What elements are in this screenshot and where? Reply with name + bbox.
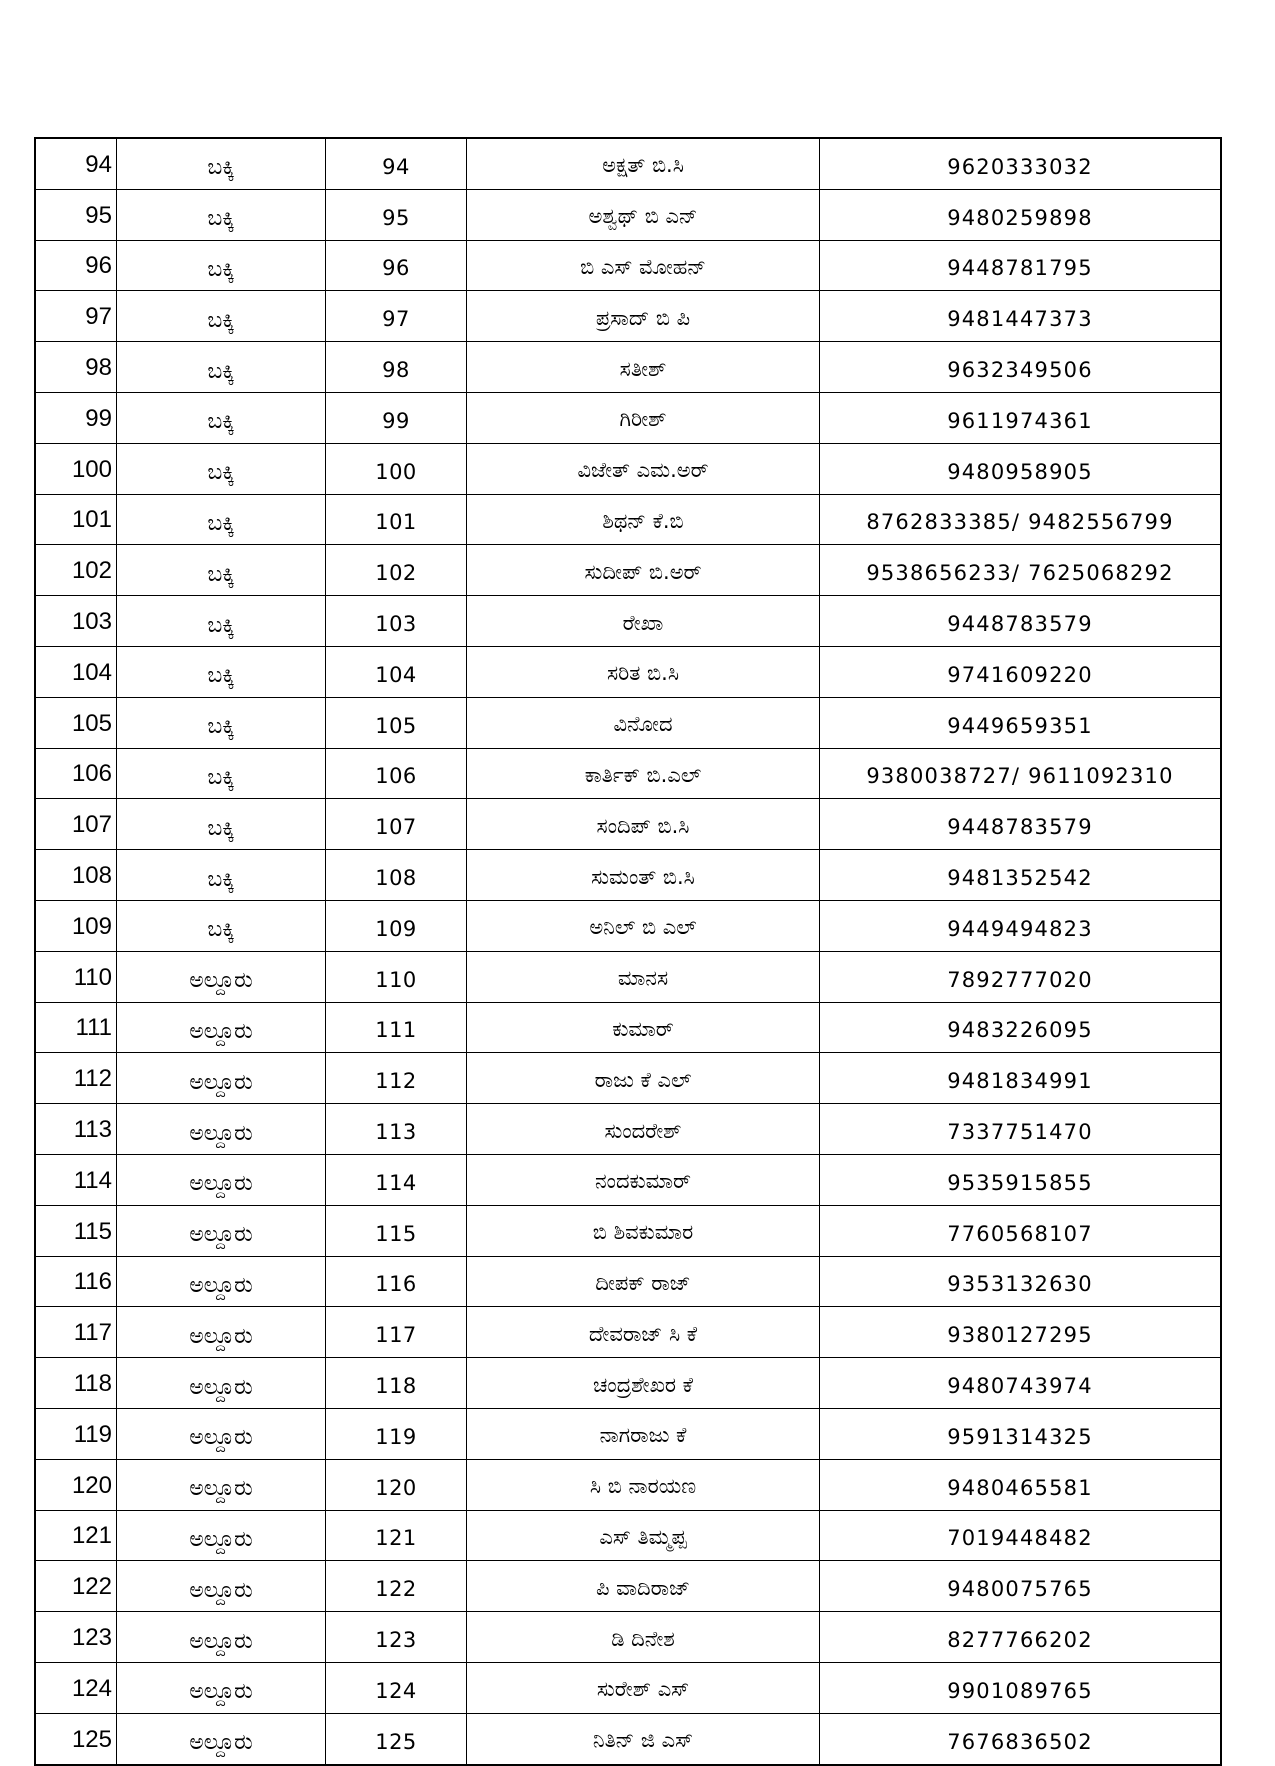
serial-number-cell: 108 (35, 850, 117, 901)
serial-number-cell: 104 (35, 646, 117, 697)
member-name-cell: ಸರಿತ ಬಿ.ಸಿ (467, 646, 820, 697)
village-cell: ಅಲ್ದೂರು (117, 1154, 326, 1205)
serial-number-cell: 119 (35, 1408, 117, 1459)
member-number-cell: 118 (326, 1358, 467, 1409)
member-name-cell: ಅಶ್ವಥ್ ಬಿ ಎನ್ (467, 189, 820, 240)
member-number-cell: 95 (326, 189, 467, 240)
table-row (35, 799, 1221, 850)
serial-number-cell: 111 (35, 1002, 117, 1053)
table-row (35, 1002, 1221, 1053)
table-row (35, 900, 1221, 951)
table-row (35, 291, 1221, 342)
village-cell: ಬಕ್ಕಿ (117, 138, 326, 189)
serial-number-cell: 125 (35, 1713, 117, 1764)
member-number-cell: 120 (326, 1459, 467, 1510)
phone-number-cell: 9591314325 (820, 1408, 1222, 1459)
table-row (35, 494, 1221, 545)
phone-number-cell: 9480075765 (820, 1561, 1222, 1612)
table-row (35, 1154, 1221, 1205)
serial-number-cell: 113 (35, 1104, 117, 1155)
member-name-cell: ರೇಖಾ (467, 596, 820, 647)
serial-number-cell: 101 (35, 494, 117, 545)
village-cell: ಅಲ್ದೂರು (117, 1459, 326, 1510)
member-number-cell: 123 (326, 1612, 467, 1663)
member-name-cell: ಮಾನಸ (467, 951, 820, 1002)
village-cell: ಬಕ್ಕಿ (117, 697, 326, 748)
phone-number-cell: 7760568107 (820, 1205, 1222, 1256)
serial-number-cell: 102 (35, 545, 117, 596)
member-name-cell: ಸುಂದರೇಶ್ (467, 1104, 820, 1155)
serial-number-cell: 97 (35, 291, 117, 342)
member-name-cell: ಪ್ರಸಾದ್ ಬಿ ಪಿ (467, 291, 820, 342)
table-row (35, 1561, 1221, 1612)
table-row (35, 1205, 1221, 1256)
member-name-cell: ಅಕ್ಷತ್ ಬಿ.ಸಿ (467, 138, 820, 189)
member-name-cell: ದೇವರಾಜ್ ಸಿ ಕೆ (467, 1307, 820, 1358)
member-number-cell: 106 (326, 748, 467, 799)
phone-number-cell: 9380038727/ 9611092310 (820, 748, 1222, 799)
table-row (35, 1053, 1221, 1104)
table-row (35, 748, 1221, 799)
serial-number-cell: 96 (35, 240, 117, 291)
member-name-cell: ಸುಮಂತ್ ಬಿ.ಸಿ (467, 850, 820, 901)
member-number-cell: 105 (326, 697, 467, 748)
serial-number-cell: 109 (35, 900, 117, 951)
member-name-cell: ನಿತಿನ್ ಜಿ ಎಸ್ (467, 1713, 820, 1764)
phone-number-cell: 8277766202 (820, 1612, 1222, 1663)
member-number-cell: 116 (326, 1256, 467, 1307)
phone-number-cell: 9480259898 (820, 189, 1222, 240)
phone-number-cell: 7337751470 (820, 1104, 1222, 1155)
table-row (35, 443, 1221, 494)
serial-number-cell: 114 (35, 1154, 117, 1205)
serial-number-cell: 121 (35, 1510, 117, 1561)
village-cell: ಅಲ್ದೂರು (117, 1104, 326, 1155)
table-row (35, 1459, 1221, 1510)
phone-number-cell: 9535915855 (820, 1154, 1222, 1205)
member-number-cell: 111 (326, 1002, 467, 1053)
phone-number-cell: 9611974361 (820, 392, 1222, 443)
serial-number-cell: 120 (35, 1459, 117, 1510)
phone-number-cell: 9353132630 (820, 1256, 1222, 1307)
member-name-cell: ನಂದಕುಮಾರ್ (467, 1154, 820, 1205)
village-cell: ಬಕ್ಕಿ (117, 799, 326, 850)
village-cell: ಬಕ್ಕಿ (117, 392, 326, 443)
table-row (35, 392, 1221, 443)
table-row (35, 1662, 1221, 1713)
table-row (35, 342, 1221, 393)
phone-number-cell: 9449494823 (820, 900, 1222, 951)
phone-number-cell: 7019448482 (820, 1510, 1222, 1561)
roster-table (34, 137, 1222, 1766)
member-name-cell: ಡಿ ದಿನೇಶ (467, 1612, 820, 1663)
member-number-cell: 99 (326, 392, 467, 443)
village-cell: ಅಲ್ದೂರು (117, 1408, 326, 1459)
village-cell: ಬಕ್ಕಿ (117, 342, 326, 393)
member-name-cell: ಗಿರೀಶ್ (467, 392, 820, 443)
member-number-cell: 102 (326, 545, 467, 596)
table-row (35, 1358, 1221, 1409)
serial-number-cell: 116 (35, 1256, 117, 1307)
serial-number-cell: 118 (35, 1358, 117, 1409)
member-number-cell: 117 (326, 1307, 467, 1358)
member-name-cell: ನಾಗರಾಜು ಕೆ (467, 1408, 820, 1459)
member-number-cell: 107 (326, 799, 467, 850)
serial-number-cell: 95 (35, 189, 117, 240)
village-cell: ಅಲ್ದೂರು (117, 1662, 326, 1713)
member-name-cell: ಸಂದಿಪ್ ಬಿ.ಸಿ (467, 799, 820, 850)
phone-number-cell: 9380127295 (820, 1307, 1222, 1358)
village-cell: ಬಕ್ಕಿ (117, 850, 326, 901)
member-name-cell: ಸುದೀಪ್ ಬಿ.ಅರ್ (467, 545, 820, 596)
member-number-cell: 115 (326, 1205, 467, 1256)
phone-number-cell: 9480465581 (820, 1459, 1222, 1510)
serial-number-cell: 123 (35, 1612, 117, 1663)
village-cell: ಬಕ್ಕಿ (117, 494, 326, 545)
member-name-cell: ಸತೀಶ್ (467, 342, 820, 393)
phone-number-cell: 9538656233/ 7625068292 (820, 545, 1222, 596)
village-cell: ಬಕ್ಕಿ (117, 646, 326, 697)
member-number-cell: 124 (326, 1662, 467, 1713)
member-number-cell: 113 (326, 1104, 467, 1155)
member-name-cell: ಅನಿಲ್ ಬಿ ಎಲ್ (467, 900, 820, 951)
member-name-cell: ಕಾರ್ತಿಕ್ ಬಿ.ಎಲ್ (467, 748, 820, 799)
village-cell: ಅಲ್ದೂರು (117, 1510, 326, 1561)
serial-number-cell: 124 (35, 1662, 117, 1713)
serial-number-cell: 117 (35, 1307, 117, 1358)
member-name-cell: ಎಸ್ ತಿಮ್ಮಪ್ಪ (467, 1510, 820, 1561)
village-cell: ಅಲ್ದೂರು (117, 1307, 326, 1358)
table-row (35, 1612, 1221, 1663)
village-cell: ಅಲ್ದೂರು (117, 1561, 326, 1612)
village-cell: ಅಲ್ದೂರು (117, 1002, 326, 1053)
phone-number-cell: 9448783579 (820, 596, 1222, 647)
member-number-cell: 119 (326, 1408, 467, 1459)
phone-number-cell: 9483226095 (820, 1002, 1222, 1053)
serial-number-cell: 98 (35, 342, 117, 393)
table-row (35, 1713, 1221, 1764)
member-name-cell: ಚಂದ್ರಶೇಖರ ಕೆ (467, 1358, 820, 1409)
village-cell: ಬಕ್ಕಿ (117, 291, 326, 342)
phone-number-cell: 7676836502 (820, 1713, 1222, 1764)
member-number-cell: 97 (326, 291, 467, 342)
serial-number-cell: 106 (35, 748, 117, 799)
village-cell: ಬಕ್ಕಿ (117, 545, 326, 596)
village-cell: ಅಲ್ದೂರು (117, 1612, 326, 1663)
table-row (35, 697, 1221, 748)
phone-number-cell: 9480958905 (820, 443, 1222, 494)
member-name-cell: ದೀಪಕ್ ರಾಜ್ (467, 1256, 820, 1307)
village-cell: ಅಲ್ದೂರು (117, 1358, 326, 1409)
phone-number-cell: 9620333032 (820, 138, 1222, 189)
member-name-cell: ಸಿ ಬಿ ನಾರಯಣ (467, 1459, 820, 1510)
phone-number-cell: 7892777020 (820, 951, 1222, 1002)
table-row (35, 646, 1221, 697)
phone-number-cell: 9741609220 (820, 646, 1222, 697)
phone-number-cell: 8762833385/ 9482556799 (820, 494, 1222, 545)
member-number-cell: 104 (326, 646, 467, 697)
village-cell: ಬಕ್ಕಿ (117, 443, 326, 494)
phone-number-cell: 9481834991 (820, 1053, 1222, 1104)
table-row (35, 1104, 1221, 1155)
table-row (35, 1408, 1221, 1459)
phone-number-cell: 9901089765 (820, 1662, 1222, 1713)
village-cell: ಅಲ್ದೂರು (117, 1713, 326, 1764)
member-number-cell: 114 (326, 1154, 467, 1205)
member-name-cell: ಪಿ ವಾದಿರಾಜ್ (467, 1561, 820, 1612)
table-row (35, 1307, 1221, 1358)
roster-table-body (35, 138, 1221, 1765)
serial-number-cell: 107 (35, 799, 117, 850)
member-number-cell: 101 (326, 494, 467, 545)
member-name-cell: ರಾಜು ಕೆ ಎಲ್ (467, 1053, 820, 1104)
serial-number-cell: 94 (35, 138, 117, 189)
phone-number-cell: 9481352542 (820, 850, 1222, 901)
table-row (35, 1256, 1221, 1307)
serial-number-cell: 122 (35, 1561, 117, 1612)
member-number-cell: 94 (326, 138, 467, 189)
serial-number-cell: 105 (35, 697, 117, 748)
serial-number-cell: 99 (35, 392, 117, 443)
phone-number-cell: 9448781795 (820, 240, 1222, 291)
village-cell: ಬಕ್ಕಿ (117, 748, 326, 799)
village-cell: ಬಕ್ಕಿ (117, 189, 326, 240)
serial-number-cell: 112 (35, 1053, 117, 1104)
member-name-cell: ವಿಜೇತ್ ಎಮ.ಅರ್ (467, 443, 820, 494)
phone-number-cell: 9448783579 (820, 799, 1222, 850)
village-cell: ಬಕ್ಕಿ (117, 240, 326, 291)
serial-number-cell: 103 (35, 596, 117, 647)
phone-number-cell: 9449659351 (820, 697, 1222, 748)
village-cell: ಅಲ್ದೂರು (117, 951, 326, 1002)
table-row (35, 545, 1221, 596)
table-row (35, 951, 1221, 1002)
member-number-cell: 103 (326, 596, 467, 647)
table-row (35, 189, 1221, 240)
member-number-cell: 108 (326, 850, 467, 901)
village-cell: ಬಕ್ಕಿ (117, 900, 326, 951)
member-number-cell: 110 (326, 951, 467, 1002)
village-cell: ಅಲ್ದೂರು (117, 1205, 326, 1256)
member-name-cell: ವಿನೋದ (467, 697, 820, 748)
phone-number-cell: 9481447373 (820, 291, 1222, 342)
table-row (35, 138, 1221, 189)
member-name-cell: ಕುಮಾರ್ (467, 1002, 820, 1053)
table-row (35, 596, 1221, 647)
member-name-cell: ಶಿಥನ್ ಕೆ.ಬಿ (467, 494, 820, 545)
serial-number-cell: 110 (35, 951, 117, 1002)
member-number-cell: 112 (326, 1053, 467, 1104)
village-cell: ಅಲ್ದೂರು (117, 1256, 326, 1307)
table-row (35, 850, 1221, 901)
serial-number-cell: 115 (35, 1205, 117, 1256)
village-cell: ಅಲ್ದೂರು (117, 1053, 326, 1104)
member-number-cell: 121 (326, 1510, 467, 1561)
serial-number-cell: 100 (35, 443, 117, 494)
member-name-cell: ಬಿ ಎಸ್ ಮೋಹನ್ (467, 240, 820, 291)
member-name-cell: ಸುರೇಶ್ ಎಸ್ (467, 1662, 820, 1713)
member-number-cell: 100 (326, 443, 467, 494)
phone-number-cell: 9480743974 (820, 1358, 1222, 1409)
member-number-cell: 96 (326, 240, 467, 291)
member-name-cell: ಬಿ ಶಿವಕುಮಾರ (467, 1205, 820, 1256)
member-number-cell: 125 (326, 1713, 467, 1764)
member-number-cell: 122 (326, 1561, 467, 1612)
phone-number-cell: 9632349506 (820, 342, 1222, 393)
member-number-cell: 109 (326, 900, 467, 951)
table-row (35, 1510, 1221, 1561)
village-cell: ಬಕ್ಕಿ (117, 596, 326, 647)
member-number-cell: 98 (326, 342, 467, 393)
table-row (35, 240, 1221, 291)
